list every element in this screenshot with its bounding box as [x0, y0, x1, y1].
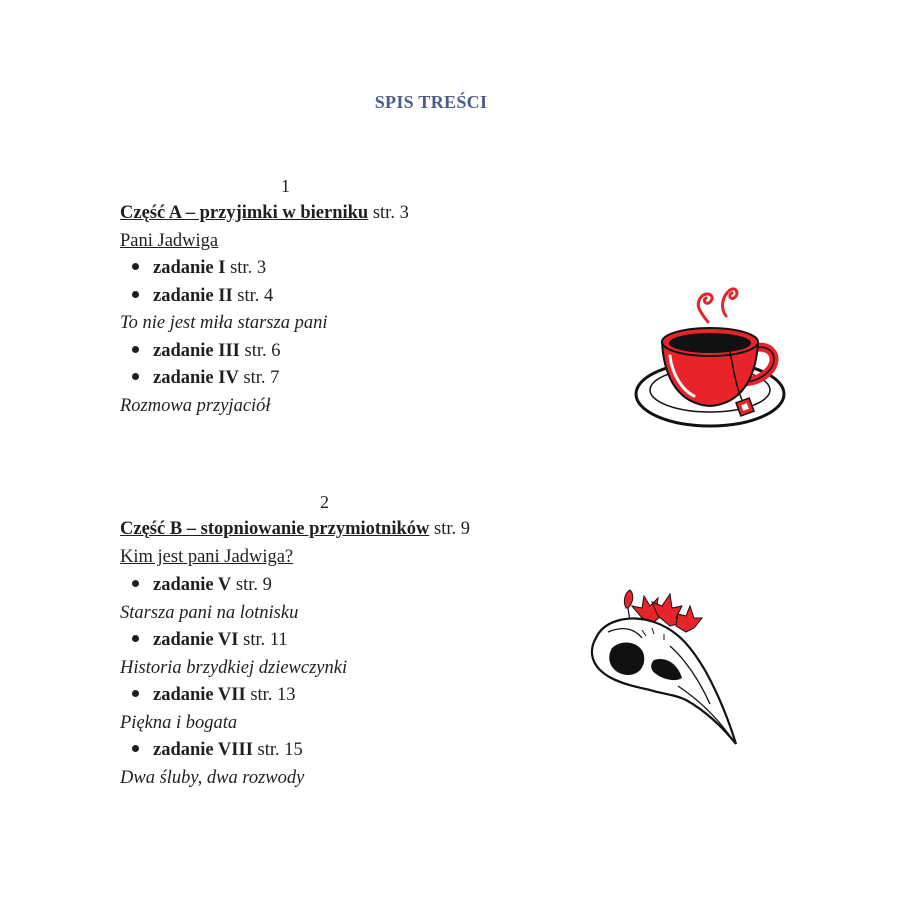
- toc-part-heading[interactable]: [120, 519, 470, 540]
- toc-item[interactable]: [132, 258, 266, 279]
- page-ref: str. 7: [243, 368, 280, 388]
- part-title[interactable]: Część A – przyjimki w bierniku: [120, 203, 369, 223]
- task-label: zadanie V: [153, 575, 232, 595]
- page-ref: str. 13: [250, 685, 296, 705]
- section-number: 2: [320, 492, 329, 512]
- page-title: SPIS TREŚCI: [374, 92, 488, 112]
- bullet-icon: [132, 580, 139, 587]
- page-ref: str. 15: [257, 740, 303, 760]
- toc-story-title: Historia brzydkiej dziewczynki: [120, 658, 348, 678]
- toc-story-title: Dwa śluby, dwa rozwody: [120, 768, 305, 788]
- toc-item[interactable]: [132, 740, 303, 761]
- task-label: zadanie IV: [153, 368, 239, 388]
- page-ref: str. 9: [434, 519, 470, 539]
- toc-subtitle[interactable]: Kim jest pani Jadwiga?: [120, 547, 294, 567]
- task-label: zadanie VI: [153, 630, 239, 650]
- toc-item[interactable]: [132, 630, 288, 651]
- bird-skull-icon: [582, 586, 742, 750]
- section-number: 1: [281, 176, 290, 196]
- toc-item[interactable]: [132, 341, 280, 362]
- toc-story-title: Rozmowa przyjaciół: [120, 396, 271, 416]
- task-label: zadanie VII: [153, 685, 246, 705]
- toc-item[interactable]: [132, 368, 279, 389]
- bullet-icon: [132, 635, 139, 642]
- task-label: zadanie II: [153, 286, 233, 306]
- page-ref: str. 6: [244, 341, 281, 361]
- toc-part-heading[interactable]: [120, 203, 409, 224]
- bullet-icon: [132, 346, 139, 353]
- bullet-icon: [132, 745, 139, 752]
- bullet-icon: [132, 291, 139, 298]
- teacup-icon: [630, 282, 790, 434]
- toc-subtitle[interactable]: Pani Jadwiga: [120, 231, 219, 251]
- toc-story-title: Piękna i bogata: [120, 713, 238, 733]
- bullet-icon: [132, 690, 139, 697]
- toc-story-title: To nie jest miła starsza pani: [120, 313, 328, 333]
- toc-item[interactable]: [132, 575, 272, 596]
- task-label: zadanie VIII: [153, 740, 253, 760]
- page-ref: str. 9: [235, 575, 272, 595]
- bullet-icon: [132, 373, 139, 380]
- toc-item[interactable]: [132, 286, 273, 307]
- part-title[interactable]: Część B – stopniowanie przymiotników: [120, 519, 430, 539]
- toc-story-title: Starsza pani na lotnisku: [120, 603, 299, 623]
- page-ref: str. 11: [243, 630, 288, 650]
- toc-item[interactable]: [132, 685, 296, 706]
- task-label: zadanie I: [153, 258, 226, 278]
- page-ref: str. 3: [372, 203, 409, 223]
- page-ref: str. 4: [237, 286, 274, 306]
- task-label: zadanie III: [153, 341, 240, 361]
- page-ref: str. 3: [230, 258, 267, 278]
- bullet-icon: [132, 263, 139, 270]
